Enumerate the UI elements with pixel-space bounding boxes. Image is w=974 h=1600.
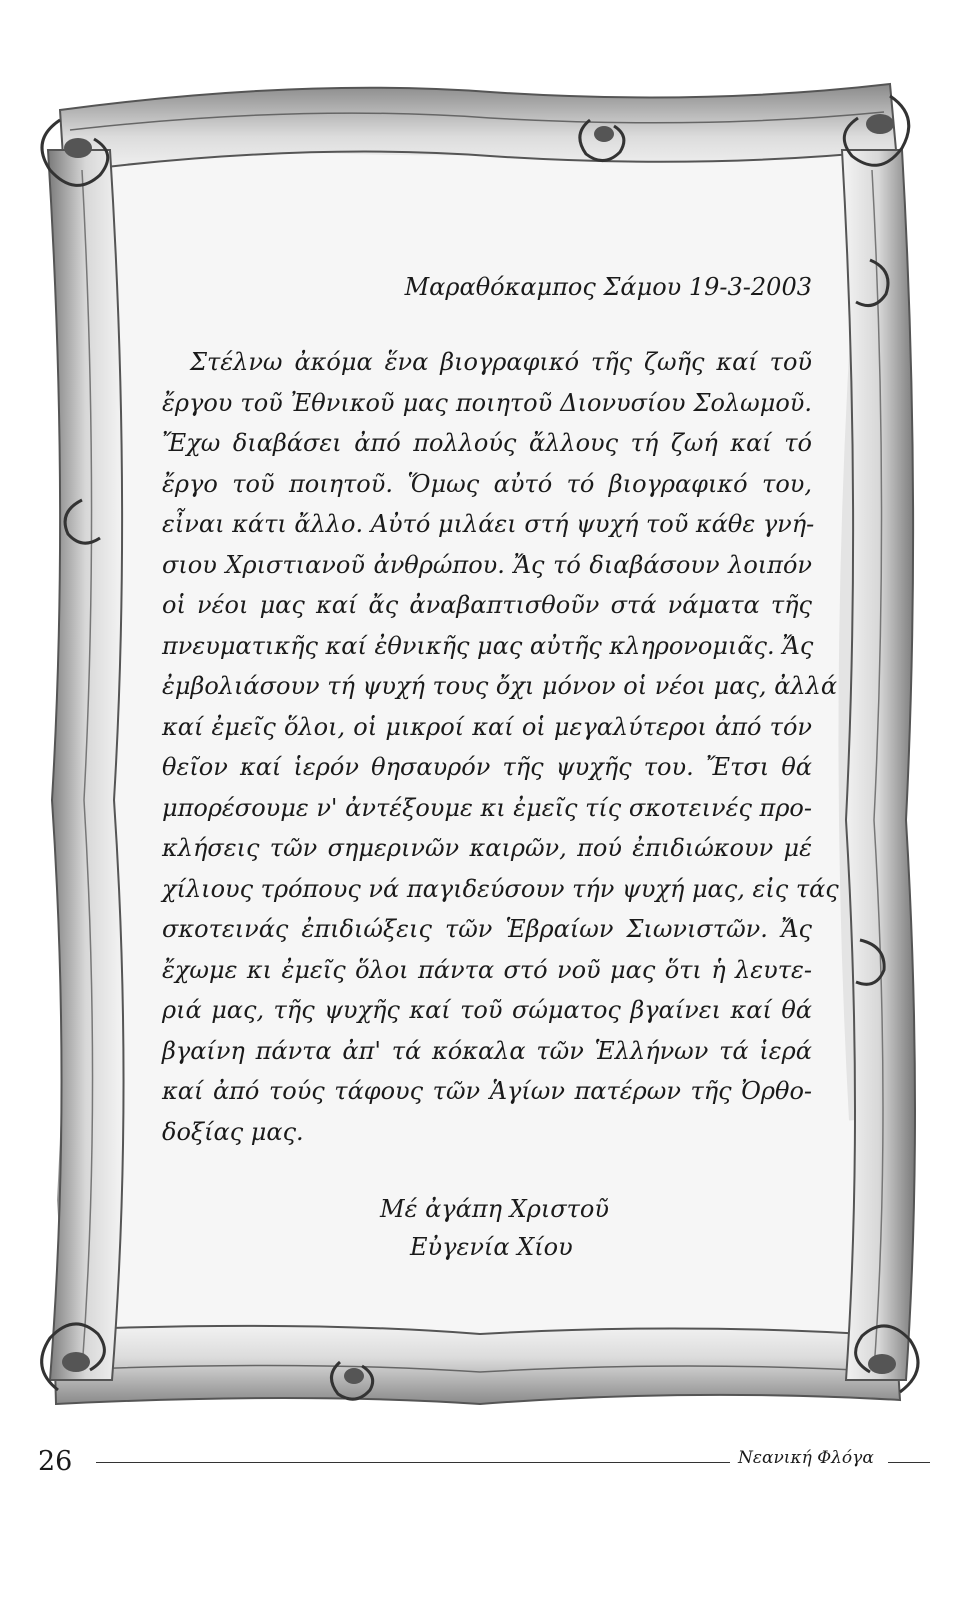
page-number: 26 xyxy=(38,1446,73,1477)
footer-rule-right xyxy=(888,1462,930,1463)
letter-body xyxy=(162,342,839,1152)
letter-line: ἔργο τοῦ ποιητοῦ. Ὅμως αὐτό τό βιογραφικό του, xyxy=(162,469,812,498)
footer-rule-left xyxy=(96,1462,730,1463)
letter-line: δοξίας μας. xyxy=(162,1117,304,1146)
letter-signature-block xyxy=(162,1190,812,1266)
letter-closing: Μέ ἀγάπη Χριστοῦ xyxy=(380,1195,609,1223)
letter-line: σιου Χριστιανοῦ ἀνθρώπου. Ἄς τό διαβάσουν λοιπόν xyxy=(162,550,812,579)
letter-line: κλήσεις τῶν σημερινῶν καιρῶν, πού ἐπιδιώκουν μέ xyxy=(162,834,812,862)
letter-line: καί ἀπό τούς τάφους τῶν Ἁγίων πατέρων τῆς Ὀρθο- xyxy=(162,1077,812,1105)
letter-line: εἶναι κάτι ἄλλο. Αὐτό μιλάει στή ψυχή τοῦ κάθε γνή- xyxy=(162,510,815,538)
letter-line: βγαίνη πάντα ἀπ' τά κόκαλα τῶν Ἑλλήνων τά ἱερά xyxy=(162,1036,812,1065)
magazine-name: Νεανική Φλόγα xyxy=(738,1448,874,1468)
letter-line: καί ἐμεῖς ὅλοι, οἱ μικροί καί οἱ μεγαλύτεροι ἀπό τόν xyxy=(162,712,812,741)
letter-line: μπορέσουμε ν' ἀντέξουμε κι ἐμεῖς τίς σκοτεινές προ- xyxy=(162,793,812,822)
page-footer xyxy=(38,1440,930,1490)
letter-line: ἔργου τοῦ Ἐθνικοῦ μας ποιητοῦ Διονυσίου Σολωμοῦ. xyxy=(162,388,812,417)
letter-line: ἐμβολιάσουν τή ψυχή τους ὄχι μόνον οἱ νέοι μας, ἀλλά xyxy=(162,672,838,700)
letter-line: ριά μας, τῆς ψυχῆς καί τοῦ σώματος βγαίνει καί θά xyxy=(162,996,812,1024)
letter-line: Στέλνω ἀκόμα ἕνα βιογραφικό τῆς ζωῆς καί τοῦ xyxy=(190,348,812,376)
letter xyxy=(162,272,839,1266)
letter-line: χίλιους τρόπους νά παγιδεύσουν τήν ψυχή μας, εἰς τάς xyxy=(162,874,839,903)
letter-line: ἔχωμε κι ἐμεῖς ὅλοι πάντα στό νοῦ μας ὅτι ἡ λευτε- xyxy=(162,955,812,984)
letter-signature: Εὐγενία Χίου xyxy=(410,1233,573,1261)
letter-line: σκοτεινάς ἐπιδιώξεις τῶν Ἑβραίων Σιωνιστῶν. Ἄς xyxy=(162,915,812,943)
letter-line: οἱ νέοι μας καί ἄς ἀναβαπτισθοῦν στά νάματα τῆς xyxy=(162,591,812,619)
letter-line: πνευματικῆς καί ἐθνικῆς μας αὐτῆς κληρονομιᾶς. Ἄς xyxy=(162,631,814,660)
letter-line: θεῖον καί ἱερόν θησαυρόν τῆς ψυχῆς του. Ἔτσι θά xyxy=(162,753,812,781)
letter-dateline: Μαραθόκαμπος Σάμου 19-3-2003 xyxy=(404,273,812,301)
letter-line: Ἔχω διαβάσει ἀπό πολλούς ἄλλους τή ζωή καί τό xyxy=(162,429,812,457)
